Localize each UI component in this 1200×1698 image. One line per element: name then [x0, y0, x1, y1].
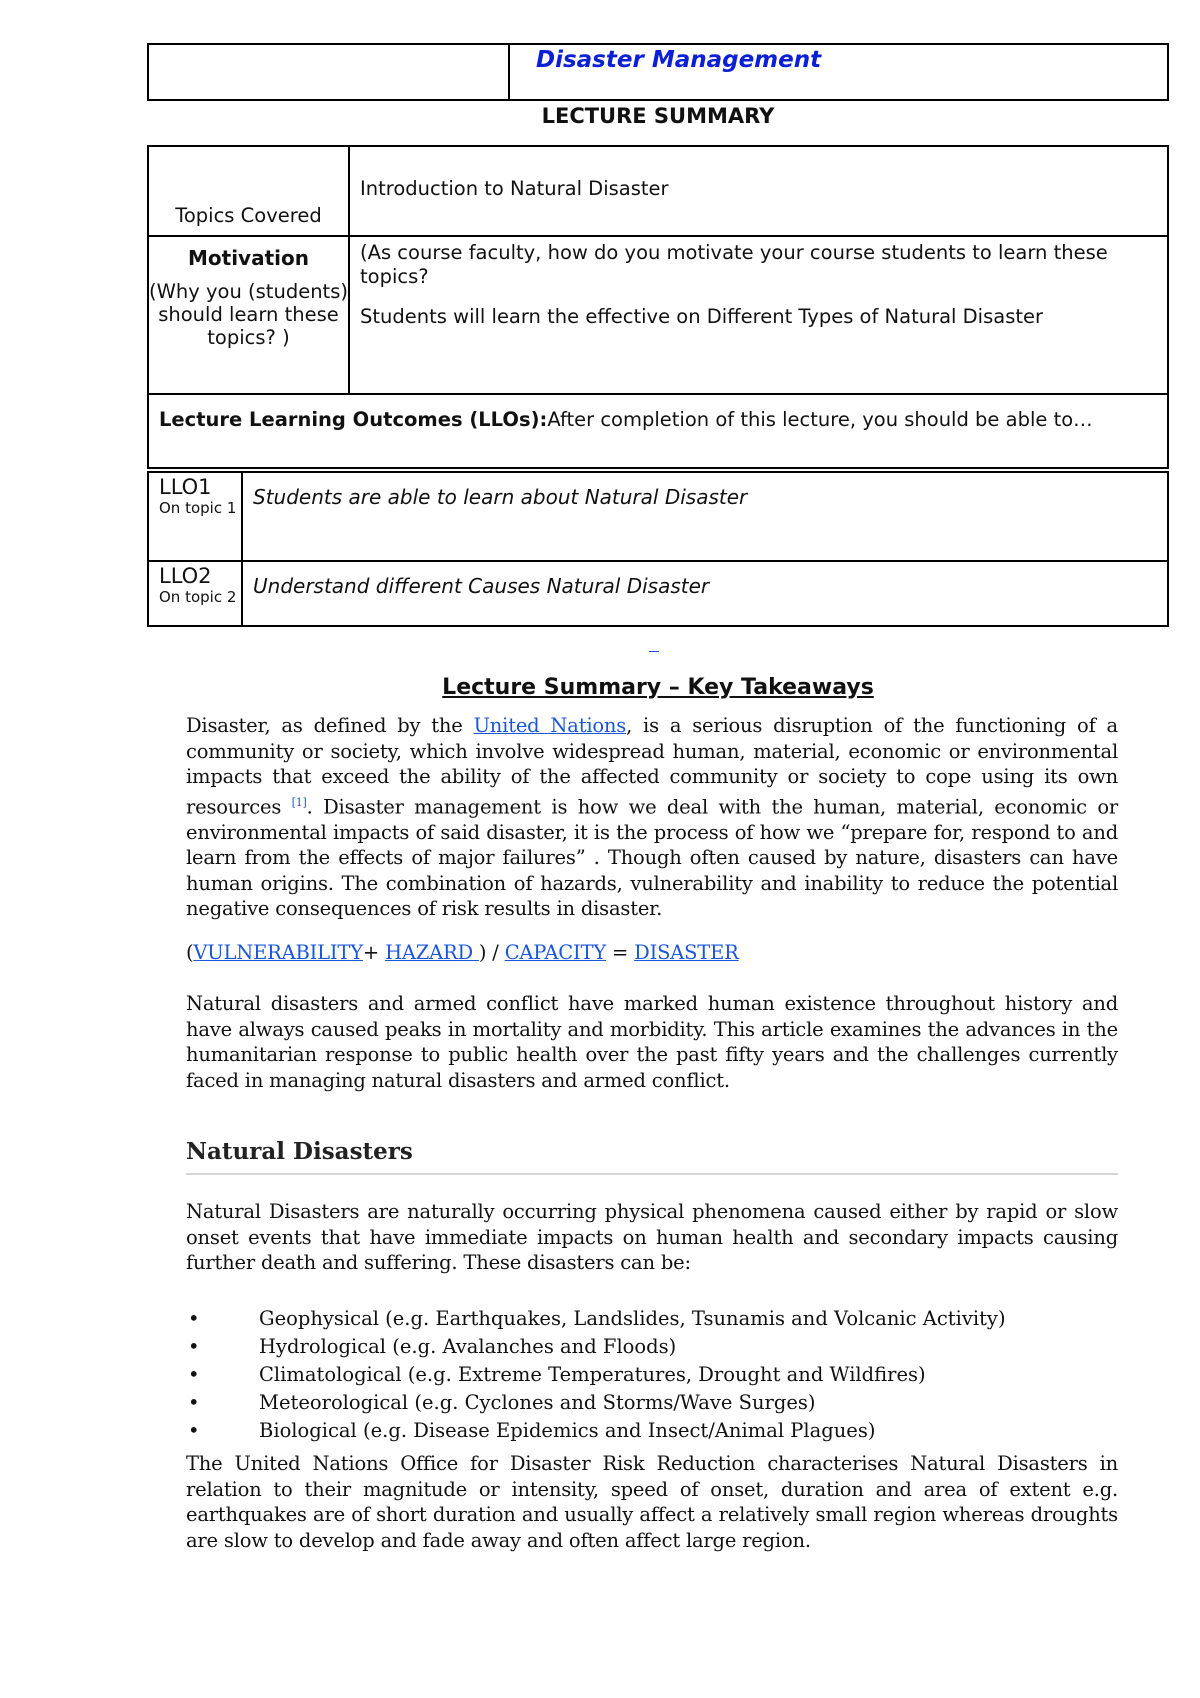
llo-heading-cell [148, 394, 1168, 468]
p1-text-a: Disaster, as defined by the [186, 714, 474, 737]
motivation-label: Motivation [188, 246, 309, 270]
list-item-text: Meteorological (e.g. Cyclones and Storms/Wave Surges) [259, 1391, 816, 1414]
united-nations-link[interactable]: United Nations [473, 714, 627, 737]
bullet-icon: • [188, 1363, 200, 1386]
conflict-paragraph-text: Natural disasters and armed conflict have marked human existence throughout history and have always caused peaks in mortality and morbidity. This article examines the advances in the humanitarian response to public health over the past fifty years and the challenges currently faced in managing natural disasters and armed conflict. [186, 992, 1118, 1092]
header-right-cell [510, 45, 1167, 99]
bullet-icon: • [188, 1307, 200, 1330]
course-title: Disaster Management [536, 47, 822, 73]
list-item [186, 1417, 1118, 1445]
llo-code: LLO1 [159, 475, 212, 499]
llo-text: Understand different Causes Natural Disaster [242, 561, 1168, 626]
hazard-link[interactable]: HAZARD [385, 941, 479, 964]
disaster-formula [186, 940, 1118, 966]
natural-disasters-intro-text: Natural Disasters are naturally occurring physical phenomena caused either by rapid or slow onset events that have immediate impacts on human health and secondary impacts causing further death and suffering. These disasters can be: [186, 1200, 1118, 1274]
topics-label: Topics Covered [175, 204, 322, 227]
list-item [186, 1389, 1118, 1417]
list-item [186, 1361, 1118, 1389]
llo-text: Students are able to learn about Natural Disaster [242, 472, 1168, 561]
motivation-question: (As course faculty, how do you motivate your course students to learn these topics? [360, 241, 1108, 288]
conflict-paragraph [186, 991, 1118, 1093]
capacity-link[interactable]: CAPACITY [504, 941, 607, 964]
topics-label-cell [148, 146, 349, 236]
motivation-sub: (Why you (students) should learn these topics? ) [149, 280, 348, 349]
list-item-text: Hydrological (e.g. Avalanches and Floods) [259, 1335, 677, 1358]
bullet-icon: • [188, 1391, 200, 1414]
formula-plus: + [362, 941, 386, 964]
bullet-icon: • [188, 1335, 200, 1358]
unisdr-paragraph-text: The United Nations Office for Disaster Risk Reduction characterises Natural Disasters in relation to their magnitude or intensity, speed of onset, duration and area of extent e.g. earthquakes are of short duration and usually affect a relatively small region whereas droughts are slow to develop and fade away and often affect large region. [186, 1452, 1118, 1552]
llo-row [148, 561, 1168, 626]
llo-sub: On topic 1 [159, 499, 237, 517]
llo-sub: On topic 2 [159, 588, 237, 606]
key-takeaways-title: Lecture Summary – Key Takeaways [442, 675, 874, 700]
topics-value-cell [349, 146, 1168, 236]
llo-table [147, 471, 1169, 627]
header-left-cell [149, 45, 510, 99]
formula-equals: = [606, 941, 635, 964]
llo-heading-rest: After completion of this lecture, you should be able to… [547, 408, 1093, 431]
llo-code-cell [148, 561, 242, 626]
reference-link[interactable]: [1] [291, 795, 307, 809]
list-item-text: Climatological (e.g. Extreme Temperatures, Drought and Wildfires) [259, 1363, 926, 1386]
disaster-link[interactable]: DISASTER [634, 941, 739, 964]
formula-open: ( [186, 941, 194, 964]
motivation-text-cell [349, 236, 1168, 394]
p1-text-b: , is a serious disruption of the functioning of a community or society, which involve widespread human, material, economic or environmental impacts that exceed the ability of the affected community or society to cope using its own resources [186, 714, 1118, 818]
motivation-label-cell [148, 236, 349, 394]
topics-value: Introduction to Natural Disaster [360, 177, 669, 200]
natural-disasters-heading: Natural Disasters [186, 1137, 1118, 1175]
llo-row [148, 472, 1168, 561]
llo-code: LLO2 [159, 564, 212, 588]
formula-slash: ) / [478, 941, 505, 964]
list-item [186, 1333, 1118, 1361]
disaster-types-list [186, 1305, 1118, 1445]
unisdr-paragraph [186, 1451, 1118, 1553]
list-item-text: Biological (e.g. Disease Epidemics and Insect/Animal Plagues) [259, 1419, 876, 1442]
list-item-text: Geophysical (e.g. Earthquakes, Landslides, Tsunamis and Volcanic Activity) [259, 1307, 1006, 1330]
summary-table [147, 145, 1169, 469]
list-item [186, 1305, 1118, 1333]
empty-link-mark[interactable] [649, 651, 659, 652]
natural-disasters-intro [186, 1199, 1118, 1276]
definition-paragraph [186, 713, 1118, 922]
p1-text-c: . Disaster management is how we deal with the human, material, economic or environmental impacts of said disaster, it is the process of how we “prepare for, respond to and learn from the effects of major failures” . Though often caused by nature, disasters can have human origins. The combination of hazards, vulnerability and inability to reduce the potential negative consequences of risk results in disaster. [186, 795, 1118, 920]
bullet-icon: • [188, 1419, 200, 1442]
header-box [147, 43, 1169, 101]
section-title: LECTURE SUMMARY [541, 104, 775, 128]
llo-heading-bold: Lecture Learning Outcomes (LLOs): [159, 408, 548, 431]
vulnerability-link[interactable]: VULNERABILITY [193, 941, 363, 964]
motivation-answer: Students will learn the effective on Different Types of Natural Disaster [360, 305, 1044, 328]
llo-code-cell [148, 472, 242, 561]
